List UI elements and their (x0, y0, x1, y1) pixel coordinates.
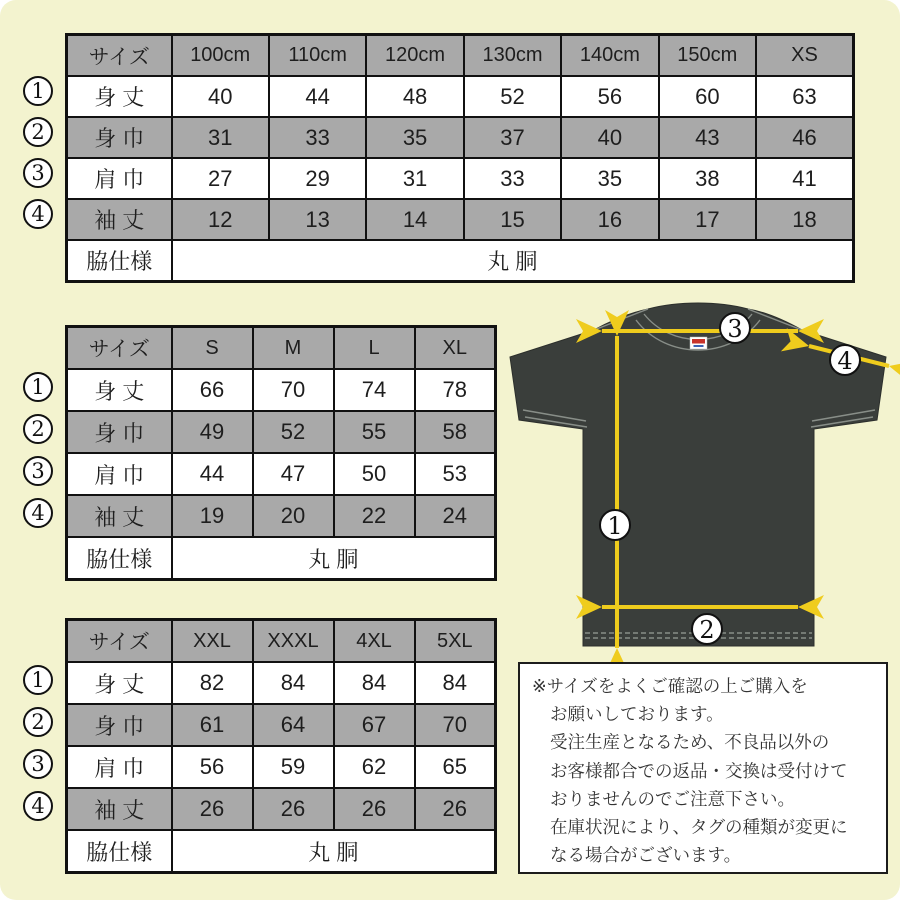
table-row (67, 369, 496, 411)
size-value: 56 (561, 76, 658, 117)
size-value: 84 (415, 662, 496, 704)
size-value: 52 (253, 411, 334, 453)
row-marker-2: 2 (23, 414, 53, 444)
notice-line: ※サイズをよくご確認の上ご購入を (532, 676, 808, 696)
size-value: 70 (415, 704, 496, 746)
row-label: 身 巾 (67, 117, 172, 158)
row-label: 袖 丈 (67, 788, 172, 830)
row-label: 身 巾 (67, 704, 172, 746)
notice-line: お客様都合での返品・交換は受付けて (550, 760, 848, 781)
size-value: 62 (334, 746, 415, 788)
row-marker-2: 2 (23, 117, 53, 147)
column-header: XXL (172, 620, 253, 663)
table-row (67, 746, 496, 788)
size-value: 56 (172, 746, 253, 788)
row-label: 身 丈 (67, 369, 172, 411)
row-marker-3: 3 (23, 158, 53, 188)
size-value: 44 (269, 76, 366, 117)
notice-line: 在庫状況により、タグの種類が変更に (550, 817, 848, 838)
size-value: 70 (253, 369, 334, 411)
size-value: 58 (415, 411, 496, 453)
row-label: 袖 丈 (67, 495, 172, 537)
footer-value: 丸 胴 (172, 240, 854, 282)
size-value: 24 (415, 495, 496, 537)
table-row (67, 453, 496, 495)
size-value: 43 (659, 117, 756, 158)
size-value: 31 (172, 117, 269, 158)
size-value: 17 (659, 199, 756, 240)
table-row (67, 117, 854, 158)
footer-value: 丸 胴 (172, 830, 496, 873)
notice-line: なる場合がございます。 (550, 845, 742, 866)
size-value: 31 (366, 158, 463, 199)
size-value: 78 (415, 369, 496, 411)
table-header-row (67, 327, 496, 370)
footer-value: 丸 胴 (172, 537, 496, 580)
size-value: 60 (659, 76, 756, 117)
table-row (67, 495, 496, 537)
size-value: 35 (561, 158, 658, 199)
row-marker-1: 1 (23, 76, 53, 106)
size-table-kids (65, 33, 855, 283)
row-label: 脇仕様 (67, 240, 172, 282)
table-header-row (67, 620, 496, 663)
table-row (67, 76, 854, 117)
size-value: 26 (172, 788, 253, 830)
column-header: M (253, 327, 334, 370)
size-value: 38 (659, 158, 756, 199)
tshirt-diagram (498, 296, 900, 664)
purchase-notice-box (518, 662, 888, 874)
column-header: S (172, 327, 253, 370)
size-value: 26 (415, 788, 496, 830)
row-marker-4: 4 (23, 498, 53, 528)
row-marker-2: 2 (23, 707, 53, 737)
size-value: 16 (561, 199, 658, 240)
size-value: 29 (269, 158, 366, 199)
row-label: 肩 巾 (67, 158, 172, 199)
size-value: 84 (334, 662, 415, 704)
diagram-label-3: 3 (727, 315, 743, 343)
row-marker-4: 4 (23, 199, 53, 229)
column-header: 4XL (334, 620, 415, 663)
size-value: 35 (366, 117, 463, 158)
size-value: 37 (464, 117, 561, 158)
size-value: 40 (172, 76, 269, 117)
size-value: 84 (253, 662, 334, 704)
size-value: 52 (464, 76, 561, 117)
column-header: L (334, 327, 415, 370)
size-value: 59 (253, 746, 334, 788)
size-value: 65 (415, 746, 496, 788)
row-label: 袖 丈 (67, 199, 172, 240)
size-value: 22 (334, 495, 415, 537)
column-header: 100cm (172, 35, 269, 77)
table-row (67, 158, 854, 199)
column-header: 130cm (464, 35, 561, 77)
notice-line: おりませんのでご注意下さい。 (550, 788, 795, 809)
size-value: 12 (172, 199, 269, 240)
size-value: 33 (269, 117, 366, 158)
size-value: 26 (253, 788, 334, 830)
notice-line: 受注生産となるため、不良品以外の (550, 732, 830, 753)
row-marker-1: 1 (23, 372, 53, 402)
row-label: 肩 巾 (67, 453, 172, 495)
row-label: 脇仕様 (67, 830, 172, 873)
size-value: 47 (253, 453, 334, 495)
notice-line: お願いしております。 (550, 704, 724, 725)
row-marker-1: 1 (23, 665, 53, 695)
size-value: 49 (172, 411, 253, 453)
row-label: 身 丈 (67, 76, 172, 117)
row-label: 肩 巾 (67, 746, 172, 788)
table-row (67, 662, 496, 704)
size-table-adult (65, 325, 497, 581)
column-header: 120cm (366, 35, 463, 77)
size-value: 40 (561, 117, 658, 158)
table-footer-row (67, 830, 496, 873)
size-value: 66 (172, 369, 253, 411)
size-value: 20 (253, 495, 334, 537)
row-marker-3: 3 (23, 456, 53, 486)
column-header: サイズ (67, 35, 172, 77)
diagram-label-2: 2 (699, 616, 715, 644)
column-header: 150cm (659, 35, 756, 77)
size-value: 61 (172, 704, 253, 746)
row-label: 身 丈 (67, 662, 172, 704)
size-value: 46 (756, 117, 853, 158)
row-marker-3: 3 (23, 749, 53, 779)
diagram-label-4: 4 (837, 347, 853, 375)
size-value: 27 (172, 158, 269, 199)
row-marker-4: 4 (23, 791, 53, 821)
table-row (67, 199, 854, 240)
column-header: 5XL (415, 620, 496, 663)
table-header-row (67, 35, 854, 77)
size-value: 19 (172, 495, 253, 537)
size-value: 67 (334, 704, 415, 746)
column-header: 140cm (561, 35, 658, 77)
size-value: 82 (172, 662, 253, 704)
size-value: 64 (253, 704, 334, 746)
size-value: 41 (756, 158, 853, 199)
size-value: 14 (366, 199, 463, 240)
column-header: サイズ (67, 327, 172, 370)
size-value: 33 (464, 158, 561, 199)
column-header: XS (756, 35, 853, 77)
table-row (67, 704, 496, 746)
column-header: XXXL (253, 620, 334, 663)
size-value: 13 (269, 199, 366, 240)
size-value: 50 (334, 453, 415, 495)
size-value: 15 (464, 199, 561, 240)
table-footer-row (67, 240, 854, 282)
size-value: 55 (334, 411, 415, 453)
column-header: 110cm (269, 35, 366, 77)
size-value: 48 (366, 76, 463, 117)
brand-tag-icon (690, 337, 707, 349)
size-value: 44 (172, 453, 253, 495)
size-value: 63 (756, 76, 853, 117)
row-label: 脇仕様 (67, 537, 172, 580)
size-value: 74 (334, 369, 415, 411)
column-header: サイズ (67, 620, 172, 663)
size-value: 53 (415, 453, 496, 495)
size-value: 26 (334, 788, 415, 830)
diagram-label-1: 1 (607, 512, 623, 540)
table-row (67, 411, 496, 453)
size-value: 18 (756, 199, 853, 240)
row-label: 身 巾 (67, 411, 172, 453)
table-row (67, 788, 496, 830)
column-header: XL (415, 327, 496, 370)
table-footer-row (67, 537, 496, 580)
size-table-big (65, 618, 497, 874)
tshirt-shape (510, 303, 886, 646)
